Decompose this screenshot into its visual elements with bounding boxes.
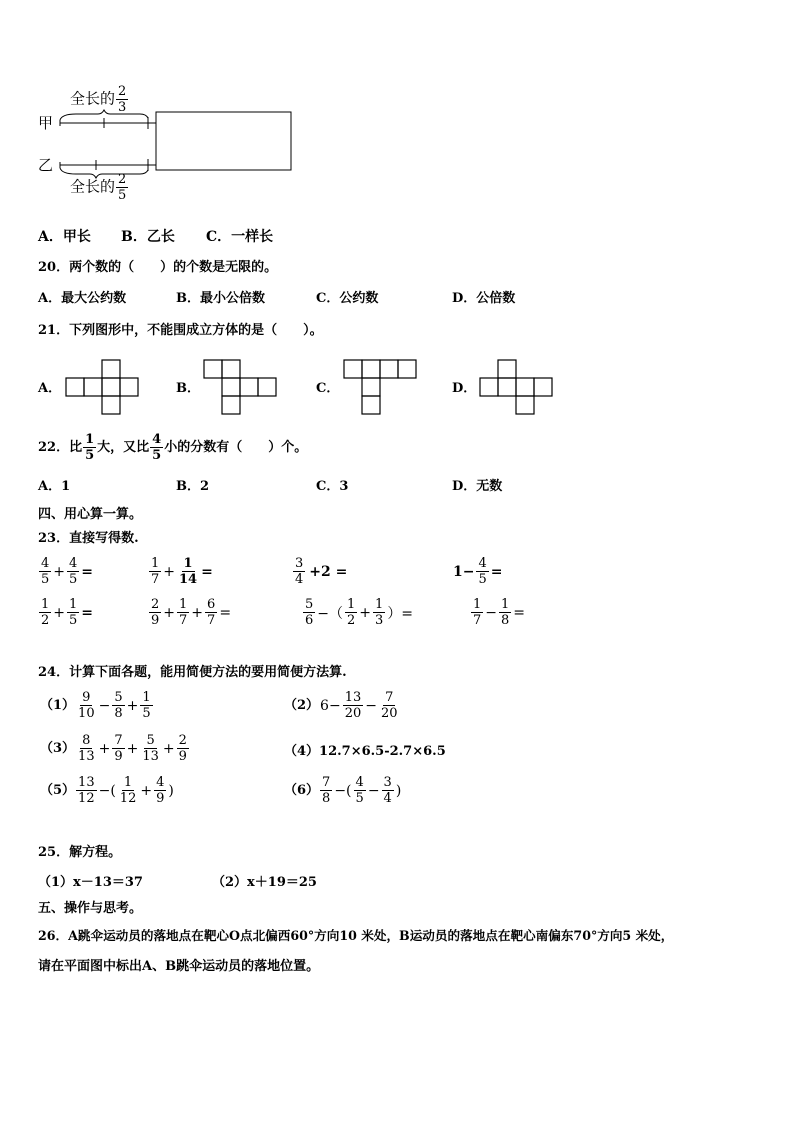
q23-r1-d (452, 556, 504, 587)
expression-tail: ) (395, 782, 402, 799)
fraction (382, 775, 394, 806)
fraction (177, 597, 189, 628)
q21-net-b (202, 358, 282, 416)
q21-stem: 21．下列图形中，不能围成立方体的是（ ）。 (38, 323, 323, 338)
frac-den: 3 (118, 100, 127, 115)
frac-den: 7 (473, 613, 482, 628)
fraction (293, 556, 305, 587)
q22-stem (38, 432, 307, 463)
whole-length-box (156, 112, 291, 170)
frac-num: 4 (69, 556, 78, 571)
top-label-fraction (116, 84, 128, 115)
operator: + (163, 604, 176, 621)
q21-net-a (64, 358, 144, 416)
equals-sign: = (201, 563, 213, 580)
item-label: （1） (40, 697, 76, 713)
frac-den: 7 (151, 572, 160, 587)
frac-den: 2 (347, 613, 356, 628)
expression-tail: ）= (387, 605, 414, 622)
section-5-heading: 五、操作与思考。 (38, 901, 143, 916)
frac-num: 4 (156, 775, 165, 790)
fraction (39, 597, 51, 628)
frac-den: 4 (295, 572, 304, 587)
frac-den: 5 (355, 791, 364, 806)
frac-num: 1 (123, 775, 133, 790)
frac-den: 5 (142, 706, 151, 721)
q21-net-c (342, 358, 422, 416)
frac-num: 1 (85, 432, 95, 447)
fraction (343, 690, 364, 721)
q26-line-1: 26．A跳伞运动员的落地点在靶心O点北偏西60°方向10 米处，B运动员的落地点在靶心南偏东70°方向5 米处， (38, 928, 674, 943)
operator: + (126, 740, 139, 757)
fraction (112, 690, 124, 721)
item-expression: 12.7×6.5-2.7×6.5 (319, 744, 446, 759)
frac-den: 7 (207, 613, 216, 628)
q24-item-6 (284, 775, 402, 806)
fraction (320, 775, 332, 806)
fraction (140, 690, 152, 721)
q22-option-a[interactable]: A．1 (38, 479, 71, 494)
fraction (177, 556, 199, 587)
frac-num: 1 (41, 597, 50, 612)
bottom-label-prefix: 全长的 (70, 177, 116, 196)
q19-figure (36, 84, 306, 204)
q23-r1-a (38, 556, 94, 587)
frac-num: 1 (347, 597, 356, 612)
frac-den: 5 (69, 613, 78, 628)
q23-r1-c (292, 556, 348, 587)
fraction (76, 775, 97, 806)
operator: + (140, 782, 153, 799)
frac-num: 1 (183, 556, 193, 571)
top-label-prefix: 全长的 (70, 89, 116, 108)
q22-option-b[interactable]: B．2 (176, 479, 210, 494)
q19-option-a[interactable]: A．甲长 (38, 229, 91, 245)
frac-num: 13 (344, 690, 362, 705)
fraction (149, 597, 161, 628)
operator: − (485, 604, 498, 621)
frac-num: 5 (305, 597, 314, 612)
operator: − (367, 782, 380, 799)
fraction (67, 556, 79, 587)
frac-den: 9 (114, 749, 123, 764)
q20-option-a[interactable]: A．最大公约数 (38, 291, 127, 306)
frac-num: 3 (295, 556, 304, 571)
operator: + (53, 563, 66, 580)
fraction (154, 775, 166, 806)
bottom-label-fraction (116, 172, 128, 203)
item-label: （3） (40, 740, 76, 756)
yi-line (60, 159, 156, 171)
frac-num: 1 (473, 597, 482, 612)
q23-stem: 23．直接写得数. (38, 531, 139, 546)
yi-label: 乙 (38, 156, 54, 174)
frac-num: 4 (355, 775, 364, 790)
frac-num: 1 (142, 690, 151, 705)
frac-num: 4 (152, 432, 162, 447)
equals-sign: = (219, 604, 232, 621)
q21-label-b[interactable]: B． (176, 381, 200, 396)
fraction (67, 597, 79, 628)
frac-num: 13 (78, 775, 95, 790)
q23-r2-d (470, 597, 526, 628)
q19-top-label (70, 84, 129, 115)
frac-den: 5 (69, 572, 78, 587)
operator: + (162, 740, 175, 757)
frac-num: 1 (375, 597, 384, 612)
frac-den: 5 (41, 572, 50, 587)
fraction (379, 690, 400, 721)
item-label: （2） (284, 697, 320, 713)
expression-head: 6− (320, 697, 341, 714)
q21-label-c[interactable]: C． (316, 381, 340, 396)
q19-bottom-label (70, 172, 129, 203)
expression-tail: ) (168, 782, 174, 799)
operator: − (365, 697, 377, 714)
q21-label-d[interactable]: D． (452, 381, 477, 396)
frac-den: 12 (119, 791, 137, 806)
q22-fraction-2 (150, 432, 163, 463)
frac-den: 5 (118, 188, 127, 203)
frac-num: 1 (179, 597, 188, 612)
frac-den: 8 (501, 613, 510, 628)
section-4-heading: 四、用心算一算。 (38, 507, 143, 522)
frac-num: 1 (151, 556, 160, 571)
q21-net-d (478, 358, 558, 416)
frac-num: 9 (82, 690, 91, 705)
fraction (205, 597, 217, 628)
frac-den: 13 (78, 749, 95, 764)
frac-num: 1 (501, 597, 510, 612)
q20-option-d[interactable]: D．公倍数 (452, 291, 516, 306)
frac-num: 5 (114, 690, 123, 705)
q22-option-c[interactable]: C．3 (316, 479, 349, 494)
frac-num: 8 (82, 733, 91, 748)
q22-fraction-1 (83, 432, 96, 463)
expression-mid: −( (334, 782, 352, 799)
fraction (354, 775, 366, 806)
operator: + (53, 604, 66, 621)
fraction (345, 597, 357, 628)
fraction (76, 733, 97, 764)
frac-num: 2 (178, 733, 187, 748)
frac-den: 2 (41, 613, 50, 628)
frac-den: 8 (322, 791, 331, 806)
expression-head: 1− (453, 563, 475, 580)
frac-num: 7 (114, 733, 123, 748)
frac-den: 9 (151, 613, 160, 628)
operator: + (163, 563, 176, 580)
frac-num: 5 (146, 733, 155, 748)
frac-den: 6 (305, 613, 314, 628)
q24-item-1 (40, 690, 154, 721)
frac-den: 9 (178, 749, 187, 764)
operator: + (191, 604, 204, 621)
frac-den: 20 (380, 706, 398, 721)
equals-sign: = (81, 604, 94, 621)
frac-num: 4 (41, 556, 50, 571)
equals-sign: = (81, 563, 94, 580)
q23-r2-a (38, 597, 94, 628)
q20-stem: 20．两个数的（ ）的个数是无限的。 (38, 260, 278, 275)
equals-sign: = (513, 604, 526, 621)
fraction (471, 597, 483, 628)
operator: + (126, 697, 139, 714)
q21-label-a[interactable]: A． (38, 381, 62, 396)
frac-num: 6 (207, 597, 216, 612)
frac-den: 13 (142, 749, 159, 764)
frac-den: 20 (344, 706, 362, 721)
expression-mid: −（ (317, 605, 344, 622)
frac-num: 2 (118, 84, 127, 99)
q22-part3: 小的分数有（ ）个。 (164, 439, 308, 455)
jia-line (60, 117, 156, 129)
q22-part2: 大，又比 (97, 439, 150, 455)
q22-option-d[interactable]: D．无数 (452, 479, 503, 494)
q23-r1-b (148, 556, 214, 587)
frac-num: 7 (385, 690, 394, 705)
frac-den: 3 (375, 613, 384, 628)
q25-equation-2: （2）x＋19＝25 (212, 875, 317, 890)
frac-den: 9 (156, 791, 165, 806)
q24-item-3 (40, 733, 190, 764)
fraction (499, 597, 511, 628)
q26-line-2: 请在平面图中标出A、B跳伞运动员的落地位置。 (38, 959, 320, 974)
fraction (39, 556, 51, 587)
frac-den: 7 (179, 613, 188, 628)
item-label: （4） (284, 744, 320, 759)
frac-num: 7 (322, 775, 331, 790)
fraction (476, 556, 488, 587)
q23-r2-b (148, 597, 232, 628)
frac-num: 1 (69, 597, 78, 612)
q22-part1: 22．比 (38, 439, 83, 455)
frac-den: 4 (383, 791, 392, 806)
operator: − (98, 697, 111, 714)
operator: + (98, 740, 111, 757)
frac-den: 5 (152, 448, 162, 463)
frac-num: 2 (118, 172, 127, 187)
frac-num: 2 (151, 597, 160, 612)
frac-den: 12 (78, 791, 95, 806)
q25-equation-1: （1）x－13＝37 (38, 875, 143, 890)
fraction (373, 597, 385, 628)
q20-option-b[interactable]: B．最小公倍数 (176, 291, 265, 306)
q20-option-c[interactable]: C．公约数 (316, 291, 379, 306)
fraction (112, 733, 124, 764)
fraction (76, 690, 97, 721)
frac-den: 5 (478, 572, 487, 587)
q19-option-b[interactable]: B．乙长 (121, 229, 175, 245)
q24-item-4 (284, 744, 446, 760)
jia-label: 甲 (38, 114, 54, 132)
fraction (149, 556, 161, 587)
frac-num: 3 (383, 775, 392, 790)
frac-den: 8 (114, 706, 123, 721)
fraction (118, 775, 139, 806)
fraction (177, 733, 189, 764)
q23-r2-c (302, 597, 414, 628)
operator: + (359, 604, 372, 621)
expression-mid: −( (98, 782, 116, 799)
q19-option-c[interactable]: C．一样长 (206, 229, 274, 245)
q25-stem: 25．解方程。 (38, 845, 122, 860)
frac-num: 4 (478, 556, 487, 571)
fraction (140, 733, 161, 764)
frac-den: 14 (179, 572, 198, 587)
q24-item-2 (284, 690, 401, 721)
item-label: （5） (40, 782, 76, 798)
item-label: （6） (284, 782, 320, 798)
q24-stem: 24．计算下面各题，能用简便方法的要用简便方法算. (38, 665, 347, 680)
equals-sign: = (490, 563, 503, 580)
expression-tail: +2 = (309, 563, 348, 580)
frac-den: 10 (78, 706, 95, 721)
q24-item-5 (40, 775, 175, 806)
frac-den: 5 (85, 448, 95, 463)
fraction (303, 597, 315, 628)
